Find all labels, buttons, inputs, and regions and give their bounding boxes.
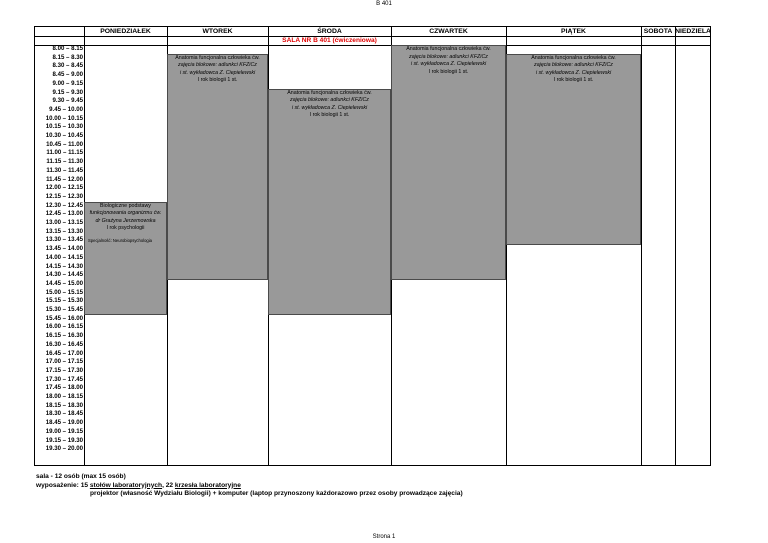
class-text-line: I rok biologii 1 st. — [309, 112, 350, 119]
time-slot-label: 10.30 – 10.45 — [45, 132, 83, 139]
room-equipment-extra: projektor (własność Wydziału Biologii) + komputer (laptop przynoszony każdorazowo przez osoby prowadzące zajęcia) — [90, 490, 463, 498]
time-slot-label: 10.00 – 10.15 — [45, 114, 83, 122]
time-slot-label: 17.00 – 17.15 — [45, 358, 83, 366]
time-slot-label: 16.15 – 16.30 — [45, 332, 83, 340]
time-slot-label: 8.00 – 8.15 — [52, 45, 83, 52]
time-slot-label: 14.00 – 14.15 — [45, 253, 83, 261]
day-header: ŚRODA — [317, 28, 342, 35]
class-text-line: zajęcia blokowe: adiunkci KFZiCz — [290, 97, 369, 104]
class-text-line: i st. wykładowca Z. Ciepielewski — [410, 61, 487, 68]
time-slot-label: 13.30 – 13.45 — [45, 236, 83, 244]
room-capacity: sala - 12 osób (max 15 osób) — [36, 473, 126, 480]
time-slot-label: 14.15 – 14.30 — [45, 262, 83, 270]
class-text-line: i st. wykładowca Z. Ciepielewski — [179, 69, 256, 76]
page-number: Strona 1 — [372, 534, 396, 540]
class-text-line: i st. wykładowca Z. Ciepielewski — [291, 104, 368, 111]
room-equipment: wyposażenie: 15 stołów laboratoryjnych, 22 krzesła laboratoryjne — [36, 481, 241, 489]
time-slot-label: 11.00 – 11.15 — [46, 149, 83, 157]
class-text-line: Anatomia funcjonalna człowieka ćw. — [531, 54, 616, 61]
class-text-line: I rok biologii 1 st. — [197, 77, 238, 84]
schedule-table — [34, 26, 711, 466]
time-slot-label: 16.00 – 16.15 — [45, 323, 83, 331]
class-block-sroda[interactable] — [268, 89, 391, 315]
class-text-line: I rok biologii 1 st. — [428, 68, 469, 75]
time-slot-label: 8.30 – 8.45 — [52, 62, 83, 70]
class-text-line: zajęcia blokowe: adiunkci KFZiCz — [409, 53, 488, 60]
class-text-line: Anatomia funcjonalna człowieka ćw. — [287, 89, 372, 96]
time-slot-label: 15.30 – 15.45 — [45, 306, 83, 313]
time-slot-label: 16.45 – 17.00 — [45, 349, 83, 357]
class-block-piatek[interactable] — [506, 54, 641, 245]
time-slot-label: 9.00 – 9.15 — [52, 79, 83, 87]
time-slot-label: 18.30 – 18.45 — [45, 410, 83, 418]
grid-line-vertical — [641, 27, 642, 465]
class-text-line: Biologiczne podstawy — [100, 202, 151, 209]
class-text-line: i st. wykładowca Z. Ciepielewski — [535, 69, 612, 76]
class-text-line: Anatomia funcjonalna człowieka ćw. — [175, 54, 260, 61]
time-slot-label: 19.15 – 19.30 — [45, 436, 83, 444]
time-slot-label: 13.00 – 13.15 — [45, 219, 83, 226]
class-note: Specjalność: Neurobiopsychologia — [88, 237, 153, 243]
time-slot-label: 12.30 – 12.45 — [45, 201, 83, 209]
time-slot-label: 9.15 – 9.30 — [52, 88, 83, 96]
time-slot-label: 9.30 – 9.45 — [52, 97, 83, 105]
class-text-line: I rok psychologii — [106, 225, 145, 232]
time-slot-label: 18.45 – 19.00 — [45, 419, 83, 427]
day-header: NIEDZIELA — [675, 28, 711, 35]
time-slot-label: 19.00 – 19.15 — [45, 427, 83, 435]
time-slot-label: 12.45 – 13.00 — [45, 210, 83, 218]
time-slot-label: 10.45 – 11.00 — [46, 140, 83, 148]
room-title: SALA NR B 401 (ćwiczeniowa) — [282, 37, 377, 44]
time-slot-label: 17.15 – 17.30 — [45, 366, 83, 374]
class-block-poniedzialek[interactable] — [84, 202, 167, 315]
day-header: SOBOTA — [643, 28, 673, 35]
time-slot-label: 14.30 – 14.45 — [45, 271, 83, 279]
time-slot-label: 9.45 – 10.00 — [49, 105, 83, 113]
room-info — [36, 473, 463, 499]
time-slot-label: 10.15 – 10.30 — [45, 123, 83, 131]
time-slot-label: 13.45 – 14.00 — [45, 245, 83, 253]
time-slot-label: 8.45 – 9.00 — [52, 71, 83, 79]
time-slot-label: 14.45 – 15.00 — [45, 279, 83, 287]
time-slot-label: 15.45 – 16.00 — [45, 314, 83, 322]
time-slot-label: 17.30 – 17.45 — [45, 375, 83, 383]
time-slot-label: 19.30 – 20.00 — [45, 445, 83, 453]
class-block-czwartek[interactable] — [391, 45, 506, 280]
class-text-line: zajęcia blokowe: adiunkci KFZiCz — [178, 62, 257, 69]
time-slot-label: 8.15 – 8.30 — [52, 53, 83, 61]
class-text-line: Anatomia funcjonalna człowieka ćw. — [406, 46, 491, 52]
time-slot-label: 11.45 – 12.00 — [46, 175, 83, 183]
time-slot-label: 11.30 – 11.45 — [46, 166, 83, 174]
class-text-line: funkcjonowania organizmu ćw. — [89, 210, 162, 217]
grid-line-vertical — [675, 27, 676, 465]
day-header: WTOREK — [202, 28, 233, 35]
time-slot-label: 15.15 – 15.30 — [45, 297, 83, 305]
class-block-wtorek[interactable] — [167, 54, 268, 280]
day-header: PIĄTEK — [561, 28, 586, 35]
class-text-line: I rok biologii 1 st. — [553, 77, 594, 84]
time-slot-label: 17.45 – 18.00 — [45, 384, 83, 392]
time-slot-label: 18.00 – 18.15 — [45, 393, 83, 400]
class-text-line: zajęcia blokowe: adiunkci KFZiCz — [534, 62, 613, 69]
day-header: PONIEDZIAŁEK — [100, 28, 151, 35]
page-header: B 401 — [376, 1, 392, 7]
time-slot-label: 13.15 – 13.30 — [45, 227, 83, 235]
time-slot-label: 11.15 – 11.30 — [46, 158, 83, 166]
time-slot-label: 12.15 – 12.30 — [45, 192, 83, 200]
day-header: CZWARTEK — [429, 28, 468, 35]
grid-line-horizontal — [35, 45, 710, 46]
time-slot-label: 16.30 – 16.45 — [45, 340, 83, 348]
time-slot-label: 18.15 – 18.30 — [45, 401, 83, 409]
time-slot-label: 12.00 – 12.15 — [45, 184, 83, 192]
class-text-line: dr Grażyna Jerzemowska — [95, 217, 156, 224]
time-slot-label: 15.00 – 15.15 — [45, 288, 83, 296]
